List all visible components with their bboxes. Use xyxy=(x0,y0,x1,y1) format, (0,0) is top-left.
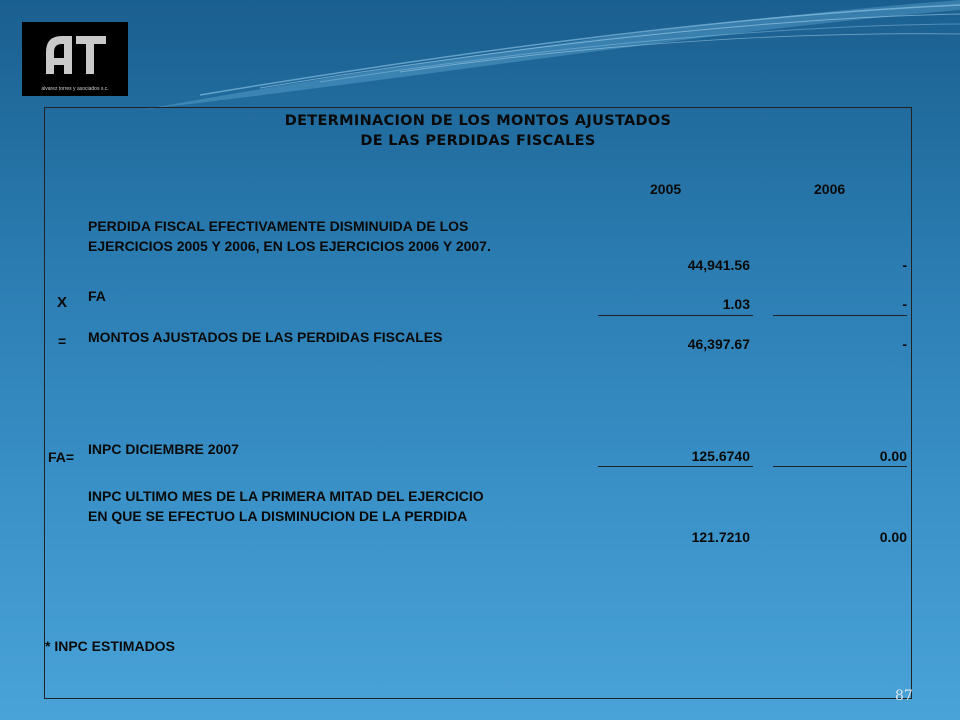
inpc-ultimo-label-line-2: EN QUE SE EFECTUO LA DISMINUCION DE LA PERDIDA xyxy=(88,508,468,524)
inpc-dic-underline-2006 xyxy=(773,466,907,467)
column-header-2005: 2005 xyxy=(650,181,682,197)
company-logo xyxy=(22,22,128,96)
fa-value-2006: - xyxy=(902,296,907,312)
montos-value-2005: 46,397.67 xyxy=(687,336,750,352)
inpc-dic-value-2005: 125.6740 xyxy=(691,448,750,464)
multiply-symbol: X xyxy=(57,294,68,311)
adjusted-losses-table xyxy=(44,107,912,699)
fa-underline-2006 xyxy=(773,315,907,316)
inpc-dic-underline-2005 xyxy=(598,466,753,467)
inpc-ultimo-label-line-1: INPC ULTIMO MES DE LA PRIMERA MITAD DEL EJERCICIO xyxy=(88,488,484,504)
perdida-value-2005: 44,941.56 xyxy=(687,257,750,273)
inpc-dic-label: INPC DICIEMBRE 2007 xyxy=(88,441,239,457)
inpc-ultimo-value-2006: 0.00 xyxy=(879,529,907,545)
montos-label: MONTOS AJUSTADOS DE LAS PERDIDAS FISCALES xyxy=(88,329,443,345)
montos-value-2006: - xyxy=(902,336,907,352)
inpc-ultimo-value-2005: 121.7210 xyxy=(691,529,750,545)
fa-label: FA xyxy=(88,288,106,304)
logo-text: alvarez torres y asociados s.c. xyxy=(41,86,109,92)
fa-underline-2005 xyxy=(598,315,753,316)
fa-formula-symbol: FA= xyxy=(48,449,75,465)
perdida-value-2006: - xyxy=(902,257,907,273)
table-title xyxy=(45,112,911,151)
slide-number: 87 xyxy=(895,688,913,704)
title-line-1: DETERMINACION DE LOS MONTOS AJUSTADOS xyxy=(284,113,672,129)
perdida-label-line-2: EJERCICIOS 2005 Y 2006, EN LOS EJERCICIOS 2006 Y 2007. xyxy=(88,238,491,254)
fa-value-2005: 1.03 xyxy=(722,296,750,312)
equals-symbol: = xyxy=(58,333,67,349)
footnote: * INPC ESTIMADOS xyxy=(45,638,175,654)
inpc-dic-value-2006: 0.00 xyxy=(879,448,907,464)
logo-mark-icon xyxy=(40,28,110,78)
perdida-label-line-1: PERDIDA FISCAL EFECTIVAMENTE DISMINUIDA DE LOS xyxy=(88,218,469,234)
column-header-2006: 2006 xyxy=(814,181,846,197)
title-line-2: DE LAS PERDIDAS FISCALES xyxy=(360,132,596,149)
